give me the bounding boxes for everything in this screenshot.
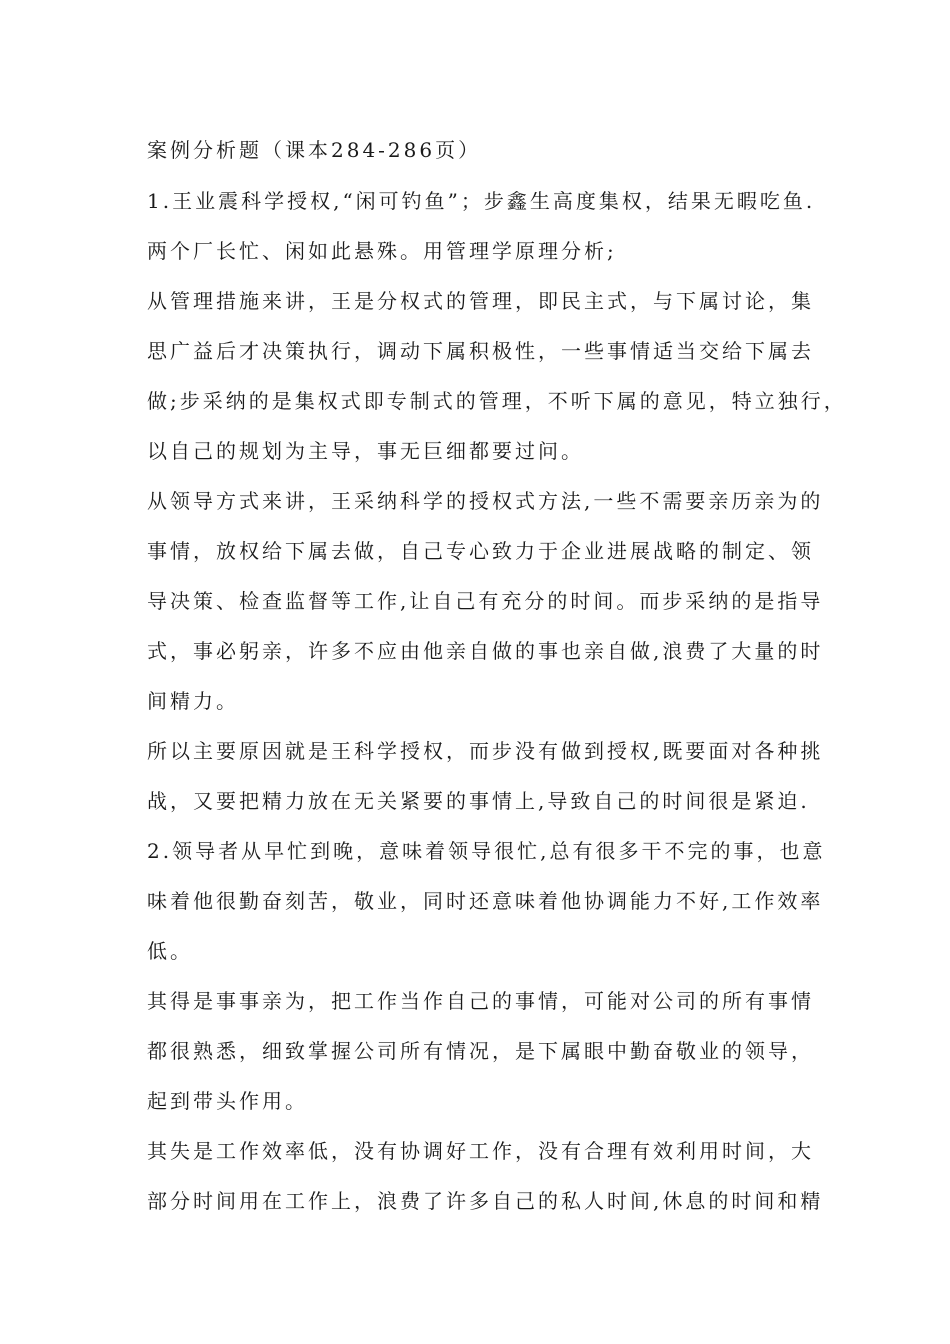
text-line: 导决策、检查监督等工作,让自己有充分的时间。而步采纳的是指导 bbox=[147, 589, 824, 613]
text-line: 间精力。 bbox=[147, 689, 239, 713]
text-line: 起到带头作用。 bbox=[147, 1089, 308, 1113]
text-line: 两个厂长忙、闲如此悬殊。用管理学原理分析; bbox=[147, 239, 617, 263]
text-line: 部分时间用在工作上，浪费了许多自己的私人时间,休息的时间和精 bbox=[147, 1189, 824, 1213]
text-line: 2.领导者从早忙到晚，意味着领导很忙,总有很多干不完的事，也意 bbox=[147, 839, 826, 863]
document-heading: 案例分析题（课本284-286页） bbox=[147, 138, 482, 162]
text-line: 其失是工作效率低，没有协调好工作，没有合理有效利用时间，大 bbox=[147, 1139, 814, 1163]
text-line: 低。 bbox=[147, 939, 193, 963]
text-line: 所以主要原因就是王科学授权，而步没有做到授权,既要面对各种挑 bbox=[147, 739, 824, 763]
text-line: 从领导方式来讲，王采纳科学的授权式方法,一些不需要亲历亲为的 bbox=[147, 489, 824, 513]
text-line: 从管理措施来讲，王是分权式的管理，即民主式，与下属讨论，集 bbox=[147, 289, 814, 313]
text-line: 味着他很勤奋刻苦，敬业，同时还意味着他协调能力不好,工作效率 bbox=[147, 889, 824, 913]
text-line: 思广益后才决策执行，调动下属积极性，一些事情适当交给下属去 bbox=[147, 339, 814, 363]
text-line: 事情，放权给下属去做，自己专心致力于企业进展战略的制定、领 bbox=[147, 539, 814, 563]
text-line: 都很熟悉，细致掌握公司所有情况，是下属眼中勤奋敬业的领导， bbox=[147, 1039, 814, 1063]
text-line: 其得是事事亲为，把工作当作自己的事情，可能对公司的所有事情 bbox=[147, 989, 814, 1013]
text-line: 以自己的规划为主导，事无巨细都要过问。 bbox=[147, 439, 584, 463]
text-line: 1.王业震科学授权,“闲可钓鱼”；步鑫生高度集权，结果无暇吃鱼. bbox=[147, 189, 816, 213]
text-line: 战，又要把精力放在无关紧要的事情上,导致自己的时间很是紧迫. bbox=[147, 789, 810, 813]
text-line: 式，事必躬亲，许多不应由他亲自做的事也亲自做,浪费了大量的时 bbox=[147, 639, 824, 663]
text-line: 做;步采纳的是集权式即专制式的管理，不听下属的意见，特立独行， bbox=[147, 389, 847, 413]
